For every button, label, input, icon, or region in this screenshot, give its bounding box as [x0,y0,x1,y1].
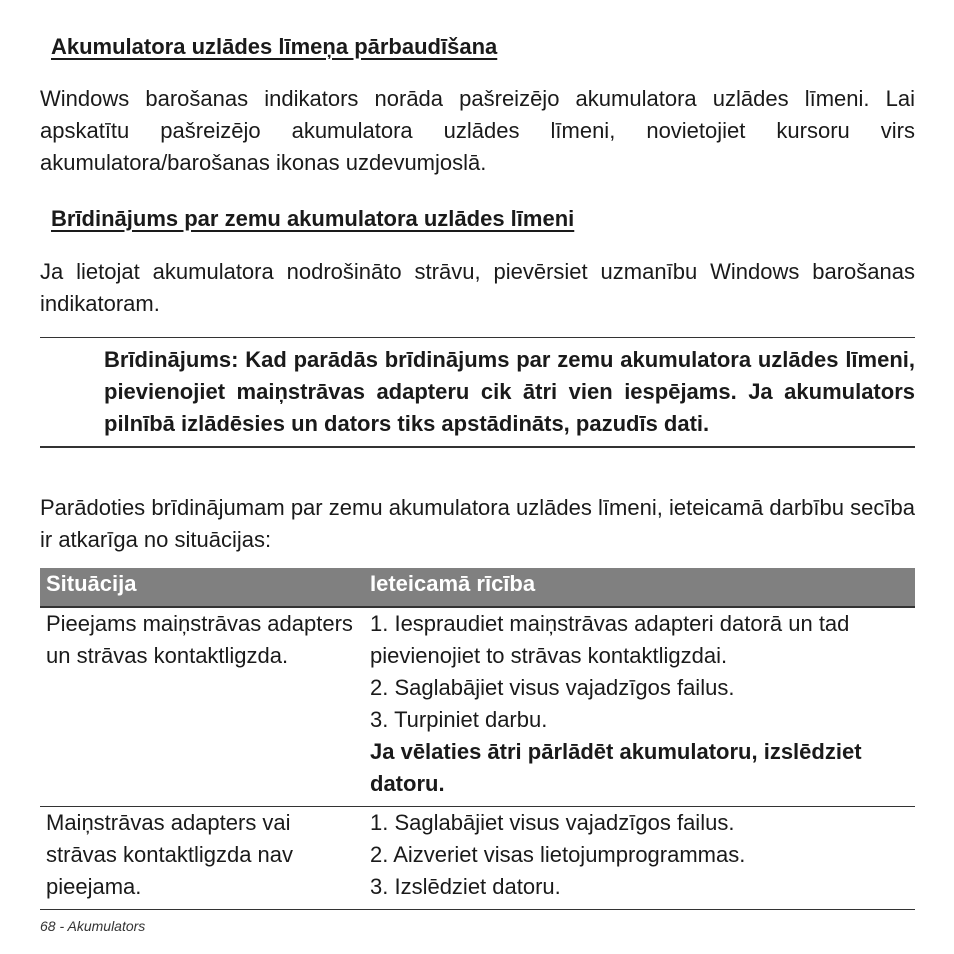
situation-cell: Pieejams maiņstrāvas adapters un strāvas kontaktligzda. [40,607,364,807]
situation-table [40,568,915,910]
table-row [40,607,915,807]
header-action: Ieteicamā rīcība [364,568,915,607]
section-heading-low-battery: Brīdinājums par zemu akumulatora uzlādes līmeni [51,206,575,231]
warning-text: Brīdinājums: Kad parādās brīdinājums par zemu akumulatora uzlādes līmeni, pievienojiet maiņstrāvas adapteru cik ātri vien iespējams. Ja akumulators pilnībā izlādēsies un dators tiks apstādināts, pazudīs dati. [104,347,915,436]
situation-cell: Maiņstrāvas adapters vai strāvas kontaktligzda nav pieejama. [40,807,364,910]
warning-box [40,337,915,448]
table-header-row [40,568,915,607]
action-cell [364,607,915,807]
step-item: 1. Saglabājiet visus vajadzīgos failus. [370,810,735,835]
step-item: 2. Saglabājiet visus vajadzīgos failus. [370,675,735,700]
page-footer: 68 - Akumulators [40,918,146,934]
step-item: 2. Aizveriet visas lietojumprogrammas. [370,842,746,867]
step-item: 1. Iespraudiet maiņstrāvas adapteri datorā un tad pievienojiet to strāvas kontaktligzdai. [370,611,850,668]
situation-intro-paragraph: Parādoties brīdinājumam par zemu akumulatora uzlādes līmeni, ieteicamā darbību secība ir atkarīga no situācijas: [40,495,915,552]
step-note: Ja vēlaties ātri pārlādēt akumulatoru, izslēdziet datoru. [370,739,862,796]
step-item: 3. Izslēdziet datoru. [370,874,561,899]
header-situation: Situācija [40,568,364,607]
step-item: 3. Turpiniet darbu. [370,707,548,732]
action-cell [364,807,915,910]
section-heading-battery-level: Akumulatora uzlādes līmeņa pārbaudīšana [51,34,498,59]
table-row [40,807,915,910]
low-battery-paragraph: Ja lietojat akumulatora nodrošināto strāvu, pievērsiet uzmanību Windows barošanas indikatoram. [40,259,915,316]
battery-level-paragraph: Windows barošanas indikators norāda pašreizējo akumulatora uzlādes līmeni. Lai apskatītu pašreizējo akumulatora uzlādes līmeni, novietojiet kursoru virs akumulatora/barošanas ikonas uzdevumjoslā. [40,86,915,175]
